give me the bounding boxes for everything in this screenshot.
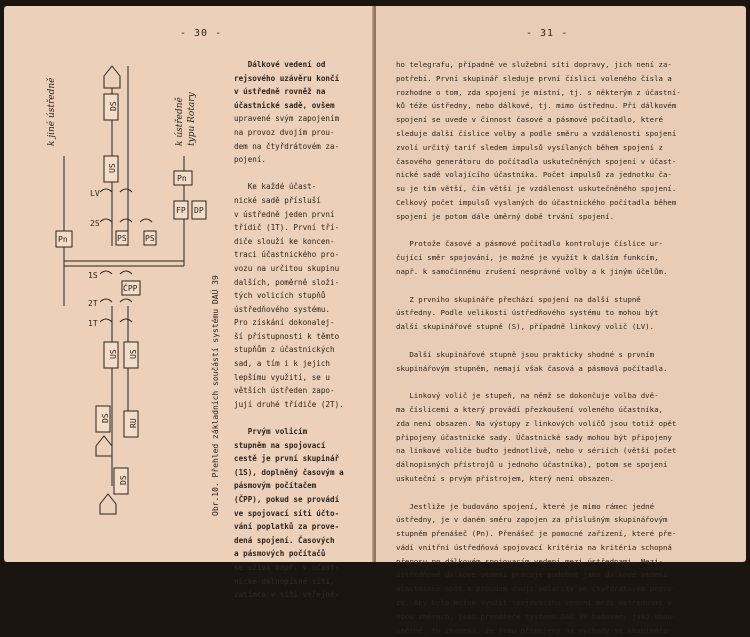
text-line: Linkový volič je stupeň, na němž se dokončuje volba dvě- <box>396 391 659 401</box>
text-line: Ke každé účast- <box>234 182 317 192</box>
text-line: dem na čtyřdrátovém za- <box>234 141 340 151</box>
text-line: skupinářovým stupněm, nemají však časová a pásmová počítadla. <box>396 363 668 373</box>
label-rotary-2: typu Rotary <box>187 92 197 146</box>
label-rotary-1: k ústředně <box>175 97 185 146</box>
text-line: nické sadě volajícího účastníka. Počet impulsů za jednotku ča- <box>396 170 672 180</box>
text-line: potřebí. První skupinář sleduje první číslici voleného čísla a <box>396 73 672 83</box>
text-line: ků téže ústředny, nebo dálkové, tj. mimo ústřednu. Při dálkovém <box>396 101 677 111</box>
text-line: časového generátoru do počítadla uskutečněných spojení v účast- <box>396 156 677 166</box>
text-line: sleduje další číslice volby a podle směru a vzdálenosti spojení <box>396 128 677 138</box>
terminal-lower-1 <box>96 436 112 456</box>
text-line: obou směrech, jsou přenášeče systému DAÚ 39 budovány jako obou- <box>396 611 677 621</box>
text-line: zatímco v síti veřejné- <box>234 590 340 600</box>
text-line <box>396 375 736 389</box>
text-line: jují druhé třídiče (2T). <box>234 399 344 409</box>
text-line: čující směr spojování, je možné je využít k dalším funkcím, <box>396 253 659 263</box>
text-line: (ČPP), pokud se provádí <box>234 495 340 504</box>
page-number-left: - 30 - <box>180 28 223 39</box>
block-label: DS <box>109 101 118 111</box>
block-label: DS <box>119 475 128 485</box>
text-line: lepšímu využití, se u <box>234 372 331 382</box>
block-label-lv: LV <box>90 189 100 198</box>
right-page <box>376 6 746 635</box>
text-line: Další skupinářové stupně jsou prakticky shodné s prvním <box>396 349 655 359</box>
switching-system-diagram <box>4 6 234 562</box>
text-line: ve spojovací síti účto- <box>234 508 340 518</box>
block-label: US <box>129 349 138 359</box>
text-line: další skupinářové stupně (S), případně linkový volič (LV). <box>396 322 655 332</box>
text-line: vání poplatků za prove- <box>234 522 340 532</box>
block-label: US <box>109 349 118 359</box>
text-line: ší přístupnosti k těmto <box>234 331 340 341</box>
text-line: stupňům z účastnických <box>234 345 335 355</box>
text-line: dálnopisných přístrojů u jednoho účastníka), potom se spojení <box>396 460 668 470</box>
block-label: Pn <box>177 174 187 183</box>
block-label-1s: 1S <box>88 271 98 280</box>
text-line: pojení. <box>234 155 267 165</box>
text-line <box>396 486 736 500</box>
block-label-1t: 1T <box>88 319 98 328</box>
block-label: PS <box>145 234 155 243</box>
text-line: se užívá např. v účast- <box>234 562 340 572</box>
terminal-top <box>104 66 120 88</box>
text-line: např. k samočinnému zrušení nesprávné volby a k jiným účelům. <box>396 266 668 276</box>
text-line: pásmovým počítačem <box>234 481 317 491</box>
figure-caption: Obr.10. Přehled základních součástí systému DAÚ 39 <box>211 275 220 516</box>
text-line: vádí vnitřní ústředňová spojovací kritéria na kritéria schopná <box>396 542 672 552</box>
text-line: připojeny účastnické sady. Účastnické sady mohou být připojeny <box>396 432 672 442</box>
text-line: v ústředně rovněž na <box>234 87 326 97</box>
left-page <box>4 6 374 600</box>
block-label: DS <box>101 413 110 423</box>
text-line: spojení se uvede v činnost časové a pásmové počítadlo, které <box>396 115 663 125</box>
text-line: uskuteční s prvým přístrojem, který není obsazen. <box>396 473 615 483</box>
text-line: Celkový počet impulsů vyslaných do účastnického počítadla během <box>396 197 677 207</box>
text-line: větších ústředen zapo- <box>234 386 335 396</box>
block-label: DP <box>194 206 204 215</box>
text-line: účastnické sadě, ovšem <box>234 100 335 110</box>
text-line: dená spojení. Časových <box>234 535 335 545</box>
text-line: na linkové voliče buďto jednotlivě, nebo v sériích (větší počet <box>396 446 677 456</box>
block-label-2t: 2T <box>88 299 98 308</box>
block-label-2s: 2S <box>90 219 100 228</box>
text-line: Z prvního skupináře přechází spojení na další stupně <box>396 294 641 304</box>
text-line: zu. Aby bylo možno využít spojovacího vedení mezi ústřednami v <box>396 598 672 608</box>
text-line: ústředny, je v daném směru zapojen za příslušným skupinářovým <box>396 515 668 525</box>
text-line: (1S), doplněný časovým a <box>234 467 344 477</box>
text-line: stupněm přenášeč (Pn). Přenášeč je pomocné zařízení, které pře- <box>396 529 677 539</box>
text-line: tých volicích stupňů <box>234 291 326 301</box>
text-line: Jestliže je budováno spojení, které je mimo rámec jedné <box>396 501 655 511</box>
text-line: a pásmových počítačů <box>234 549 326 559</box>
text-line: su je tím větší, čím větší je vzdálenost uskutečněného spojení. <box>396 184 677 194</box>
text-line <box>234 411 362 425</box>
text-line <box>396 279 736 293</box>
terminal-lower-2 <box>100 494 116 514</box>
text-line: Pro získání dokonalej- <box>234 318 335 328</box>
block-label: Pn <box>58 235 68 244</box>
block-label: PS <box>117 234 127 243</box>
text-line: rejsového uzávěru končí <box>234 73 340 83</box>
text-line: ma číslicemi a který provádí přezkoušení voleného účastníka, <box>396 404 663 414</box>
block-label: FP <box>176 206 186 215</box>
text-line: sad, a tím i k jejich <box>234 359 331 369</box>
block-label: ČPP <box>123 284 138 293</box>
left-text-column <box>234 58 362 602</box>
text-line <box>234 167 362 181</box>
page-number-right: - 31 - <box>526 28 569 39</box>
text-line: třídič (1T). První tří- <box>234 223 340 233</box>
right-text-column <box>396 58 736 637</box>
text-line: zda není obsazen. Na výstupy z linkových voličů jsou totiž opět <box>396 418 677 428</box>
text-line: nické dálnopisné síti, <box>234 576 335 586</box>
text-line: upravené svým zapojením <box>234 114 340 124</box>
text-line: v ústředně jeden první <box>234 209 335 219</box>
text-line <box>396 334 736 348</box>
label-other-exchange: k jiné ústředně <box>47 77 57 146</box>
text-line: ústředňového systému. <box>234 304 331 314</box>
text-line: dalších, poměrně složi- <box>234 277 340 287</box>
text-line: cestě je první skupinář <box>234 454 340 464</box>
text-line: účastnické opět s proudem dvojí polarity ve čtyřdrátovém provo- <box>396 584 677 594</box>
text-line: přenosu po dálkovém spojovacím vedení mezi ústřednami. Mezi- <box>396 556 663 566</box>
text-line: diče slouží ke koncen- <box>234 236 335 246</box>
text-line: vozu na určitou skupinu <box>234 263 340 273</box>
text-line: Protože časové a pásmové počítadlo kontroluje číslice ur- <box>396 239 663 249</box>
text-line: ústředny. Podle velikosti ústředňového systému to mohou být <box>396 308 659 318</box>
text-line: ho telegrafu, případně ve služební síti dopravy, jich není za- <box>396 60 672 69</box>
text-line: traci účastnického pro- <box>234 250 340 260</box>
text-line: nické sadě přísluší <box>234 195 321 205</box>
text-line: ústředňové dálkové vedení pracuje podobně jako dálkové vedení <box>396 570 668 580</box>
text-line <box>396 224 736 238</box>
text-line: Dálkové vedení od <box>234 60 326 69</box>
text-line: spojení je potom dále úměrný době trvání spojení. <box>396 211 615 221</box>
text-line: Prvým volicím <box>234 427 308 437</box>
text-line: na provoz dvojím prou- <box>234 127 335 137</box>
block-label: US <box>108 163 117 173</box>
text-line: zvolí určitý tarif sledem impulsů vysílaných během spojení z <box>396 142 663 152</box>
text-line: směrné, to znamená, že jsou připojeny na východy se skupinářo- <box>396 625 672 635</box>
block-label: RU <box>129 418 138 428</box>
text-line: stupněm na spojovací <box>234 440 326 450</box>
text-line: rozhodne o tom, zda spojení je místní, tj. s některým z účastní- <box>396 87 681 97</box>
